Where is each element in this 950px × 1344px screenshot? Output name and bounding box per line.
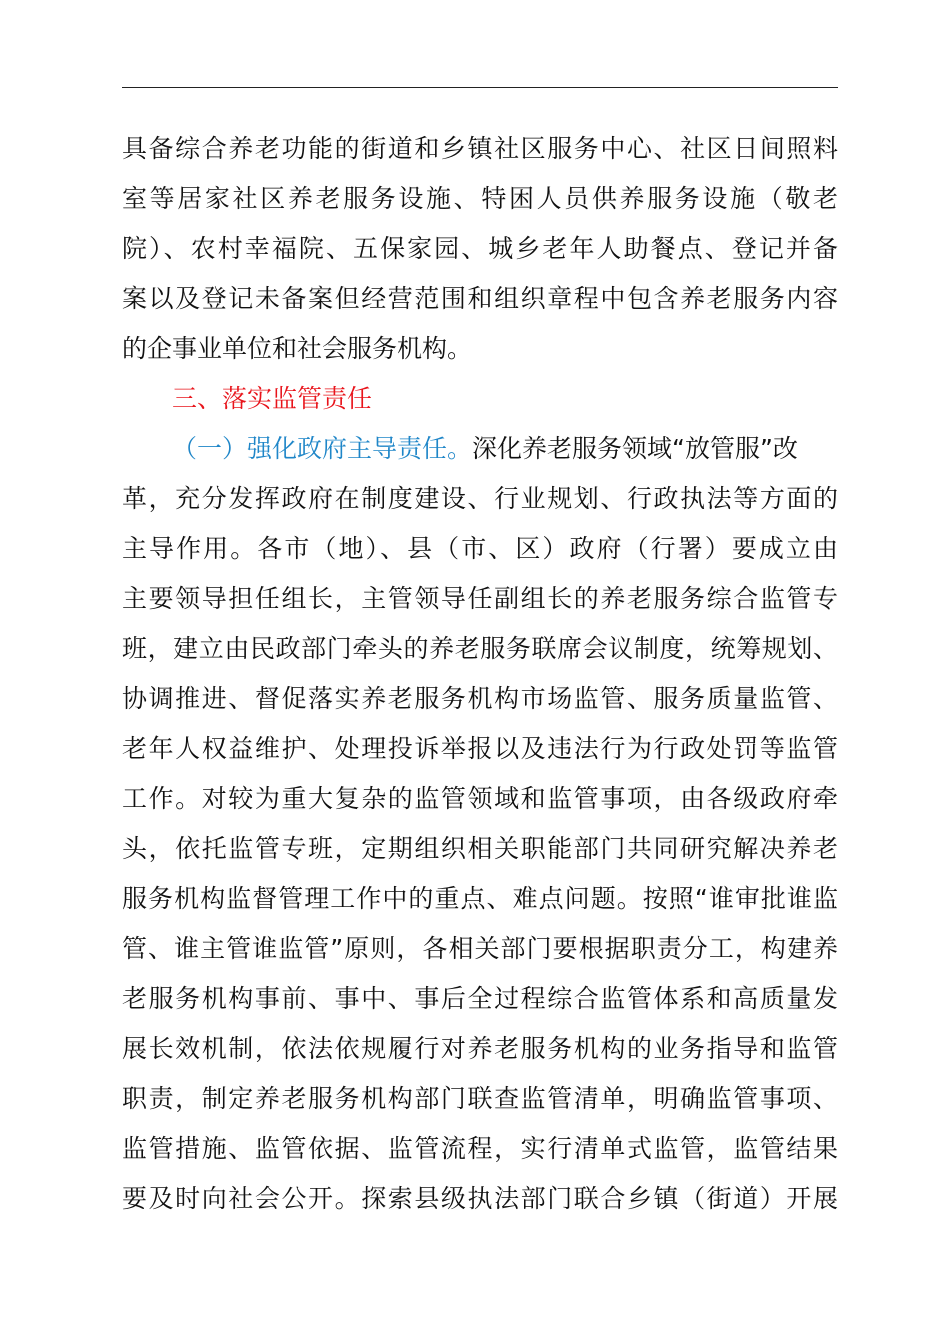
text-line: 革，充分发挥政府在制度建设、行业规划、行政执法等方面的 [122,484,838,513]
text-line: 工作。对较为重大复杂的监管领域和监管事项，由各级政府牵 [122,784,838,813]
text-line: 监管措施、监管依据、监管流程，实行清单式监管，监管结果 [122,1134,838,1163]
text-line: 的企事业单位和社会服务机构。 [122,334,473,363]
header-rule [122,87,838,88]
text-line: 协调推进、督促落实养老服务机构市场监管、服务质量监管、 [122,684,838,713]
text-line: 班，建立由民政部门牵头的养老服务联席会议制度，统筹规划、 [122,634,838,663]
text-line: 主导作用。各市（地）、县（市、区）政府（行署）要成立由 [122,534,838,563]
text-line-rest: 深化养老服务领域“放管服”改 [472,434,798,463]
text-line: 老服务机构事前、事中、事后全过程综合监管体系和高质量发 [122,984,838,1013]
text-line: 服务机构监督管理工作中的重点、难点问题。按照“谁审批谁监 [122,884,838,913]
text-line: 要及时向社会公开。探索县级执法部门联合乡镇（街道）开展 [122,1184,838,1213]
document-body [122,124,838,1224]
section-heading: 三、落实监管责任 [172,384,373,413]
subsection-line [122,424,838,474]
text-line: 管、谁主管谁监管”原则，各相关部门要根据职责分工，构建养 [122,934,838,963]
text-line: 具备综合养老功能的街道和乡镇社区服务中心、社区日间照料 [122,134,838,163]
text-line: 案以及登记未备案但经营范围和组织章程中包含养老服务内容 [122,284,838,313]
text-line: 主要领导担任组长，主管领导任副组长的养老服务综合监管专 [122,584,838,613]
text-line: 院）、农村幸福院、五保家园、城乡老年人助餐点、登记并备 [122,234,838,263]
subsection-title: （一）强化政府主导责任。 [172,434,473,463]
text-line: 室等居家社区养老服务设施、特困人员供养服务设施（敬老 [122,184,838,213]
text-line: 展长效机制，依法依规履行对养老服务机构的业务指导和监管 [122,1034,838,1063]
text-line: 职责，制定养老服务机构部门联查监管清单，明确监管事项、 [122,1084,838,1113]
text-line: 头，依托监管专班，定期组织相关职能部门共同研究解决养老 [122,834,838,863]
text-line: 老年人权益维护、处理投诉举报以及违法行为行政处罚等监管 [122,734,838,763]
